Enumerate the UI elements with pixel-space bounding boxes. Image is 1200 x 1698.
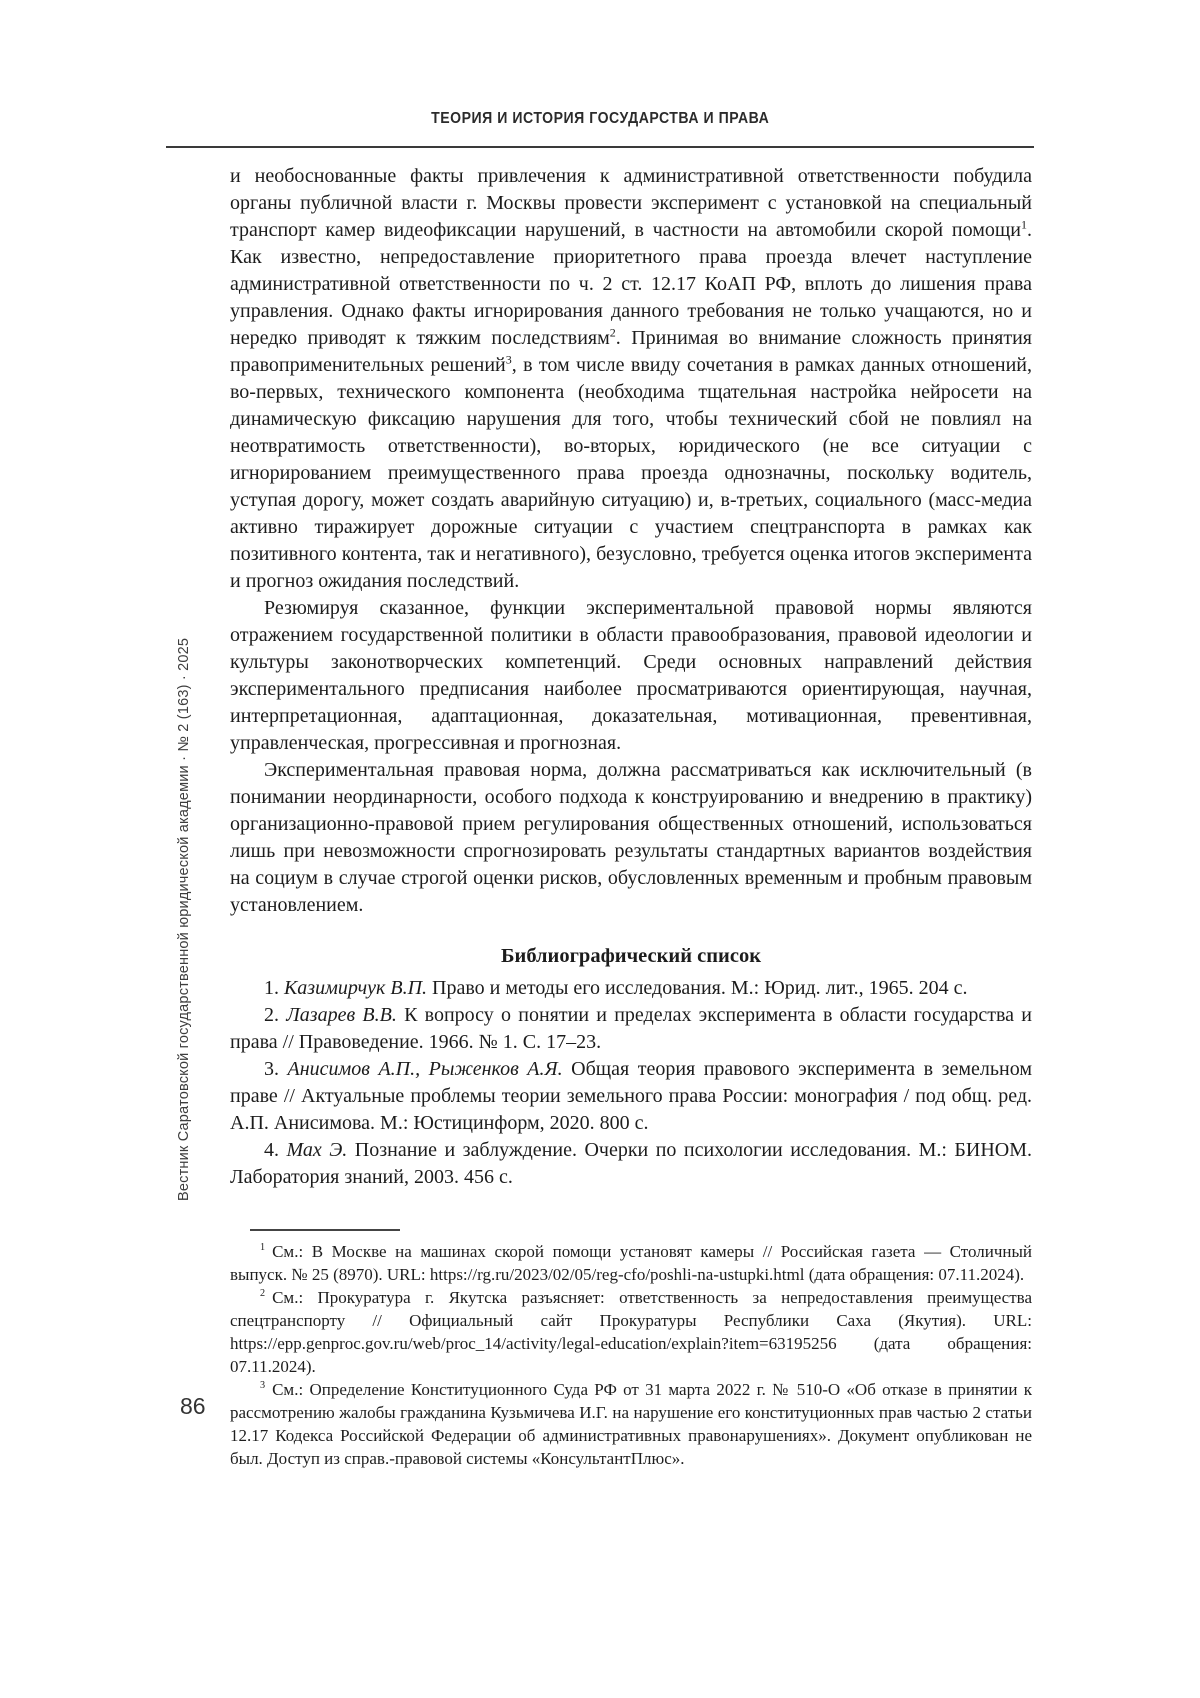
article-body <box>230 163 1032 919</box>
bibliography-authors: Мах Э. <box>286 1139 348 1161</box>
footnote-marker: 2 <box>260 1288 266 1300</box>
journal-sidebar-text: Вестник Саратовской государственной юридической академии · № 2 (163) · 2025 <box>176 637 192 1201</box>
bibliography-item: 2. Лазарев В.В. К вопросу о понятии и пределах эксперимента в области государства и права // Правоведение. 1966. № 1. С. 17–23. <box>230 1004 1033 1053</box>
bibliography-list <box>230 975 1032 1191</box>
footnote: $^2$ См.: Прокуратура г. Якутска разъясняет: ответственность за непредоставления преимущества спецтранспорту // Официальный сайт Прокуратуры Республики Саха (Якутия). URL: https://epp.genproc.gov.ru/web/proc_14/activity/legal-education/explain?item=63195256 (дата обращения: 07.11.2024). <box>230 1288 1032 1376</box>
footnotes-block <box>230 1240 1032 1470</box>
paragraph: и необоснованные факты привлечения к административной ответственности побудила органы публичной власти г. Москвы провести эксперимент с установкой на специальный транспорт камер видеофиксации нарушений, в частности на автомобили скорой помощи$^1$. Как известно, непредоставление приоритетного права проезда влечет наступление административной ответственности по ч. 2 ст. 12.17 КоАП РФ, вплоть до лишения права управления. Однако факты игнорирования данного требования не только учащаются, но и нередко приводят к тяжким последствиям$^2$. Принимая во внимание сложность принятия правоприменительных решений$^3$, в том числе ввиду сочетания в рамках данных отношений, во-первых, технического компонента (необходима тщательная настройка нейросети на динамическую фиксацию нарушения для того, чтобы технический сбой не повлиял на неотвратимость ответственности), во-вторых, юридического (не все ситуации с игнорированием преимущественного права проезда однозначны, поскольку водитель, уступая дорогу, может создать аварийную ситуацию) и, в-третьих, социального (масс-медиа активно тиражирует дорожные ситуации с участием спецтранспорта в рамках как позитивного контента, так и негативного), безусловно, требуется оценка итогов эксперимента и прогноз ожидания последствий. <box>230 165 1033 592</box>
paragraph: Экспериментальная правовая норма, должна рассматриваться как исключительный (в понимании неординарности, особого подхода к конструированию и внедрению в практику) организационно-правовой прием регулирования общественных отношений, использоваться лишь при невозможности спрогнозировать результаты стандартных вариантов воздействия на социум в случае строгой оценки рисков, обусловленных временным и пробным правовым установлением. <box>230 759 1032 916</box>
footnote: $^3$ См.: Определение Конституционного Суда РФ от 31 марта 2022 г. № 510-О «Об отказе в принятии к рассмотрению жалобы гражданина Кузьмичева И.Г. на нарушение его конституционных прав частью 2 статьи 12.17 Кодекса Российской Федерации об административных правонарушениях». Документ опубликован не был. Доступ из справ.-правовой системы «КонсультантПлюс». <box>230 1380 1032 1468</box>
paragraph: Резюмируя сказанное, функции экспериментальной правовой нормы являются отражением государственной политики в области правообразования, правовой идеологии и культуры законотворческих компетенций. Среди основных направлений действия экспериментального предписания наиболее просматриваются ориентирующая, научная, интерпретационная, адаптационная, доказательная, мотивационная, превентивная, управленческая, прогрессивная и прогнозная. <box>230 597 1032 754</box>
footnote-separator <box>250 1229 400 1231</box>
footnote-reference: 1 <box>1021 217 1027 232</box>
bibliography-item: 1. Казимирчук В.П. Право и методы его исследования. М.: Юрид. лит., 1965. 204 с. <box>264 977 968 999</box>
footnote-marker: 3 <box>260 1380 266 1392</box>
header-rule <box>166 146 1034 148</box>
bibliography-authors: Анисимов А.П., Рыженков А.Я. <box>287 1058 563 1080</box>
article-content <box>230 163 1032 1470</box>
bibliography-authors: Казимирчук В.П. <box>284 977 428 999</box>
running-header-text: ТЕОРИЯ И ИСТОРИЯ ГОСУДАРСТВА И ПРАВА <box>430 110 770 127</box>
footnote-marker: 1 <box>260 1242 266 1254</box>
bibliography-item: 3. Анисимов А.П., Рыженков А.Я. Общая теория правового эксперимента в земельном праве // Актуальные проблемы теории земельного права России: монография / под общ. ред. А.П. Анисимова. М.: Юстицинформ, 2020. 800 с. <box>230 1058 1032 1134</box>
footnote-reference: 2 <box>609 325 616 340</box>
bibliography-heading: Библиографический список <box>500 945 762 967</box>
footnote-reference: 3 <box>505 352 512 367</box>
running-header <box>166 110 1034 128</box>
bibliography-authors: Лазарев В.В. <box>286 1004 397 1026</box>
bibliography-item: 4. Мах Э. Познание и заблуждение. Очерки по психологии исследования. М.: БИНОМ. Лаборатория знаний, 2003. 456 с. <box>230 1139 1032 1188</box>
footnote: $^1$ См.: В Москве на машинах скорой помощи установят камеры // Российская газета — Столичный выпуск. № 25 (8970). URL: https://rg.ru/2023/02/05/reg-cfo/poshli-na-ustupki.html (дата обращения: 07.11.2024). <box>230 1242 1032 1284</box>
page-number: 86 <box>180 1393 206 1419</box>
